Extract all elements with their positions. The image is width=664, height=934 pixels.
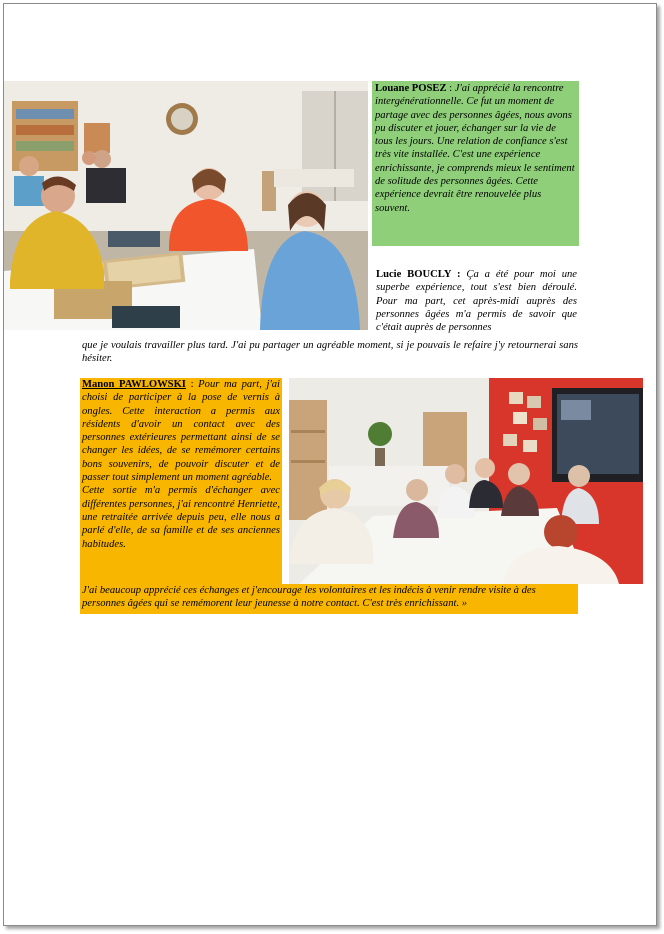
- testimonial-lucie-part1: [376, 268, 577, 334]
- testimonial-manon: [80, 378, 282, 584]
- photo-scrabble-game: [4, 81, 368, 330]
- author-louane: Louane POSEZ: [375, 83, 447, 94]
- quote-manon-part3: J'ai beaucoup apprécié ces échanges et j'encourage les volontaires et les indécis à venir rendre visite à des personnes âgées qui se remémorent leur jeunesse à notre contact. C'est très enrichissant. »: [82, 585, 536, 610]
- testimonial-lucie-part2: [82, 339, 578, 366]
- testimonial-manon-part3: [80, 584, 578, 614]
- author-manon: Manon PAWLOWSKI: [82, 379, 186, 390]
- quote-louane: J'ai apprécié la rencontre intergénérationnelle. Ce fut un moment de partage avec des personnes âgées, nous avons pu discuter et jouer, échanger sur la vie de tous les jours. Une relation de confiance s'est très vite installée. C'est une expérience enrichissante, je comprends mieux le sentiment de solitude des personnes âgées. Cette expérience devrait être renouvelée plus souvent.: [375, 83, 575, 214]
- quote-lucie-part2: que je voulais travailler plus tard. J'ai pu partager un agréable moment, si je pouvais le refaire j'y retournerai sans hésiter.: [82, 340, 578, 365]
- separator: :: [185, 379, 199, 390]
- quote-manon-part1: Pour ma part, j'ai choisi de participer à la pose de vernis à ongles. Cette interaction a permis aux résidents d'avoir un contact avec des personnes extérieures permettant ainsi de se changer les idées, de se remémorer certains bons souvenirs, de pouvoir discuter et de passer tout simplement un moment agréable.: [82, 379, 280, 484]
- quote-lucie-part1: Ça a été pour moi une superbe expérience, tout s'est bien déroulé. Pour ma part, cet après-midi auprès des personnes âgées m'a permis de savoir que c'était auprès de personnes: [376, 269, 577, 334]
- author-lucie: Lucie BOUCLY :: [376, 269, 461, 280]
- quote-manon-part2: Cette sortie m'a permis d'échanger avec différentes personnes, j'ai rencontré Henriette, une retraitée arrivée depuis peu, elle nous a parlé d'elle, de sa famille et de ses anciennes habitudes.: [82, 485, 280, 550]
- separator: :: [446, 83, 455, 94]
- photo-nail-painting: [289, 378, 643, 584]
- testimonial-louane: [372, 81, 579, 246]
